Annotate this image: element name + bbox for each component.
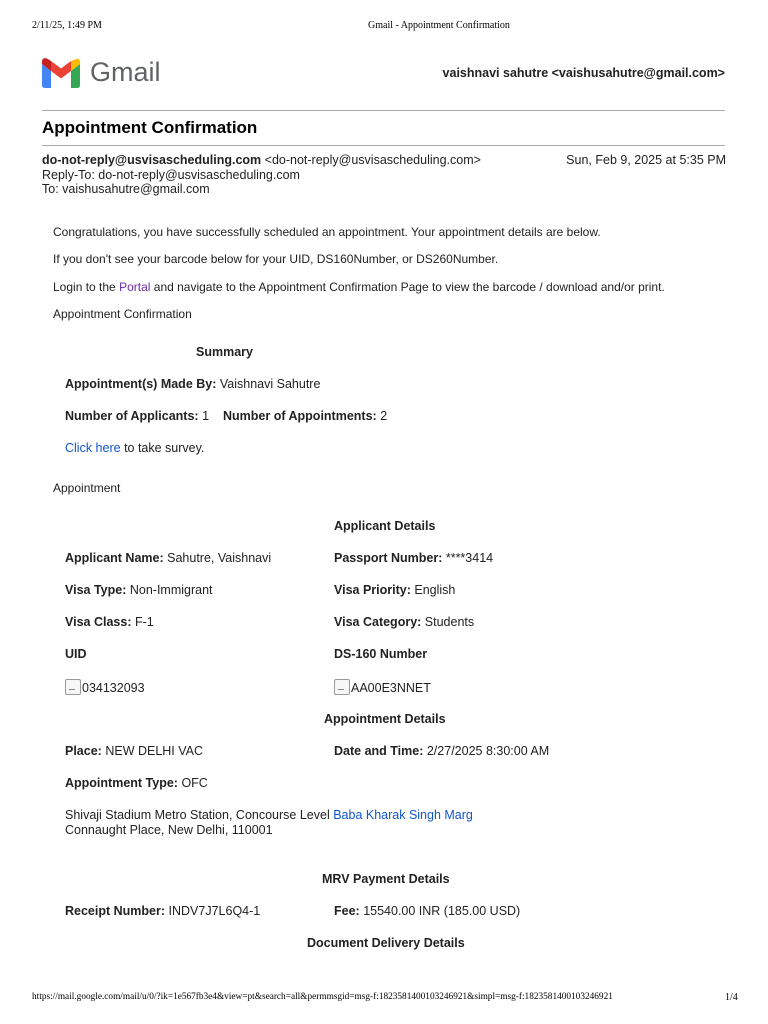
applicant-name-label: Applicant Name: <box>65 551 164 565</box>
address-text: Shivaji Stadium Metro Station, Concourse Level <box>65 808 330 822</box>
sender-name: do-not-reply@usvisascheduling.com <box>42 153 262 167</box>
applicant-details-title: Applicant Details <box>334 519 436 533</box>
divider <box>42 110 725 111</box>
address-map-link[interactable]: Baba Kharak Singh Marg <box>333 808 473 822</box>
login-pre: Login to the <box>53 280 116 294</box>
login-text <box>53 280 665 294</box>
ds160-barcode <box>334 679 431 695</box>
appt-type-value: OFC <box>181 776 208 790</box>
place-value: NEW DELHI VAC <box>105 744 204 758</box>
receipt-number <box>65 904 260 918</box>
appt-type-label: Appointment Type: <box>65 776 178 790</box>
date-time <box>334 744 549 758</box>
fee-label: Fee: <box>334 904 360 918</box>
address-line-1 <box>65 808 473 822</box>
visa-class <box>65 615 154 629</box>
visa-category-label: Visa Category: <box>334 615 422 629</box>
to-address: To: vaishusahutre@gmail.com <box>42 182 210 196</box>
uid-value: 034132093 <box>82 681 145 695</box>
visa-priority-value: English <box>414 583 456 597</box>
made-by-value: Vaishnavi Sahutre <box>219 377 321 391</box>
visa-type <box>65 583 213 597</box>
sender-address: <do-not-reply@usvisascheduling.com> <box>264 153 481 167</box>
login-post: and navigate to the Appointment Confirmation Page to view the barcode / download and/or print. <box>153 280 665 294</box>
receipt-value: INDV7J7L6Q4-1 <box>168 904 261 918</box>
account-name: vaishnavi sahutre <vaishusahutre@gmail.com> <box>442 66 725 80</box>
summary-title: Summary <box>196 345 253 359</box>
passport-label: Passport Number: <box>334 551 443 565</box>
email-date: Sun, Feb 9, 2025 at 5:35 PM <box>566 153 726 167</box>
visa-category-value: Students <box>424 615 475 629</box>
receipt-label: Receipt Number: <box>65 904 166 918</box>
visa-category <box>334 615 474 629</box>
made-by-label: Appointment(s) Made By: <box>65 377 217 391</box>
email-subject: Appointment Confirmation <box>42 118 258 137</box>
divider <box>42 145 725 146</box>
fee-value: 15540.00 INR (185.00 USD) <box>363 904 521 918</box>
appt-conf-label: Appointment Confirmation <box>53 307 192 321</box>
appointment-details-title: Appointment Details <box>324 712 446 726</box>
address-line-2: Connaught Place, New Delhi, 110001 <box>65 823 273 837</box>
datetime-label: Date and Time: <box>334 744 424 758</box>
place <box>65 744 203 758</box>
uid-barcode <box>65 679 145 695</box>
email-from <box>42 153 481 167</box>
fee <box>334 904 520 918</box>
ds160-value: AA00E3NNET <box>351 681 431 695</box>
print-url: https://mail.google.com/mail/u/0/?ik=1e567fb3e4&view=pt&search=all&permmsgid=msg-f:1823581400103246921&simpl=msg-f:1823581400103246921 <box>32 992 613 1002</box>
visa-type-value: Non-Immigrant <box>129 583 213 597</box>
visa-class-value: F-1 <box>134 615 154 629</box>
num-applicants-label: Number of Applicants: <box>65 409 199 423</box>
appointment-label: Appointment <box>53 481 121 495</box>
visa-priority-label: Visa Priority: <box>334 583 411 597</box>
doc-delivery-title: Document Delivery Details <box>307 936 465 950</box>
congrats-text: Congratulations, you have successfully scheduled an appointment. Your appointment details are below. <box>53 225 601 239</box>
uid-label: UID <box>65 647 87 661</box>
made-by <box>65 377 320 391</box>
broken-image-icon <box>334 679 350 695</box>
num-applicants <box>65 409 209 423</box>
num-applicants-value: 1 <box>202 409 210 423</box>
survey-link[interactable]: Click here <box>65 441 121 455</box>
print-page-number: 1/4 <box>725 992 738 1003</box>
portal-link[interactable]: Portal <box>119 280 151 294</box>
print-title: Gmail - Appointment Confirmation <box>368 20 510 31</box>
broken-image-icon <box>65 679 81 695</box>
visa-type-label: Visa Type: <box>65 583 127 597</box>
visa-class-label: Visa Class: <box>65 615 132 629</box>
visa-priority <box>334 583 455 597</box>
num-appointments-value: 2 <box>380 409 388 423</box>
survey-text: to take survey. <box>124 441 205 455</box>
gmail-logo-icon <box>42 58 80 88</box>
reply-to: Reply-To: do-not-reply@usvisascheduling.com <box>42 168 300 182</box>
applicant-name <box>65 551 271 565</box>
gmail-wordmark: Gmail <box>90 57 161 87</box>
passport-number <box>334 551 493 565</box>
survey-line <box>65 441 204 455</box>
ds160-label: DS-160 Number <box>334 647 428 661</box>
barcode-note: If you don't see your barcode below for your UID, DS160Number, or DS260Number. <box>53 252 499 266</box>
num-appointments <box>223 409 387 423</box>
place-label: Place: <box>65 744 102 758</box>
datetime-value: 2/27/2025 8:30:00 AM <box>426 744 550 758</box>
appointment-type <box>65 776 208 790</box>
applicant-name-value: Sahutre, Vaishnavi <box>167 551 272 565</box>
print-date: 2/11/25, 1:49 PM <box>32 20 102 31</box>
passport-value: ****3414 <box>445 551 494 565</box>
num-appointments-label: Number of Appointments: <box>223 409 377 423</box>
mrv-title: MRV Payment Details <box>322 872 450 886</box>
